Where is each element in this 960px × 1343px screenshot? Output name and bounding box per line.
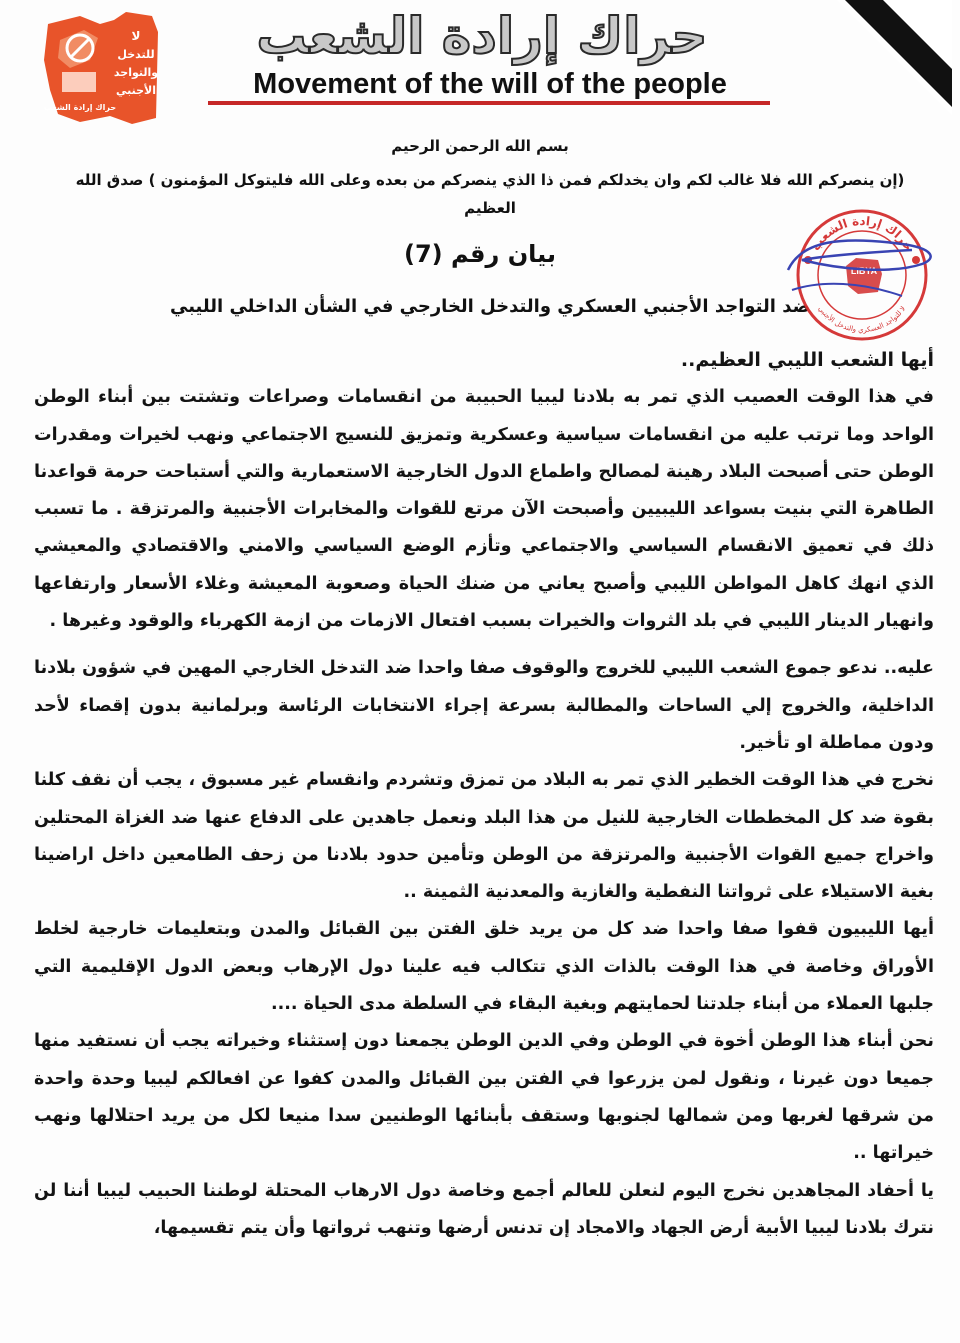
body-paragraph-4: أيها الليبيون قفوا صفا واحدا ضد كل من يريد خلق الفتن بين القبائل والمدن وبتعليمات خارجية لخلط الأوراق وخاصة في هذا الوقت بالذات الذي تتكالب فيه علينا دول الإرهاب وبعض الدول الإقليمية التي جلبها العملاء من أبناء جلدتنا لحمايتهم وبغية البقاء في السلطة مدى الحياة .... <box>34 919 934 1015</box>
header-title-arabic: حراك إرادة الشعب <box>256 7 708 65</box>
mourning-ribbon-icon <box>837 0 952 115</box>
basmala: بسم الله الرحمن الرحيم <box>391 137 569 155</box>
logo-line-3: والتواجد <box>113 66 159 79</box>
svg-text:حراك إرادة الشعب <box>808 214 915 253</box>
body-paragraph-5: نحن أبناء هذا الوطن أخوة في الوطن وفي الدين الوطن يجمعنا دون إستثناء وخيراته يجب أن نستفيد منها جميعا دون غيرنا ، ونقول لمن يزرعوا في الفتن بين القبائل والمدن كفوا عن افعالكم ليبيا وحدة واحدة من شرقها لغربها ومن شمالها لجنوبها وستقف بأبنائها الوطنيين سدا منيعا لكل من يريد احتلالها ونهب خيراتها .. <box>34 1031 934 1164</box>
logo-badge: حراك إرادة الشعب <box>43 103 117 112</box>
stamp-top-text: حراك إرادة الشعب <box>808 213 916 254</box>
greeting: أيها الشعب الليبي العظيم.. <box>680 349 934 371</box>
stamp-bottom-text: لا للتواجد العسكري والتدخل الأجنبي <box>816 304 908 335</box>
statement-subject: ضد التواجد الأجنبي العسكري والتدخل الخارجي في الشأن الداخلي الليبي <box>170 296 810 317</box>
statement-body <box>34 342 934 1247</box>
quran-verse: (إن ينصركم الله فلا غالب لكم وان يخدلكم فمن ذا الذي ينصركم من بعده وعلى الله فليتوكل المؤمنون ) صدق الله العظيم <box>75 171 905 217</box>
logo-line-1: لا <box>131 29 141 43</box>
libya-map-logo-icon <box>40 10 165 128</box>
body-paragraph-2: عليه.. ندعو جموع الشعب الليبي للخروج والوقوف صفا واحدا ضد التدخل الخارجي المهين في شؤون بلادنا الداخلية، والخروج إلي الساحات والمطالبة بسرعة إجراء الانتخابات الرئاسة وبرلمانية بدون إقصاء لأحد ودون مماطلة او تأخير. <box>34 658 934 753</box>
stamp-center-text: LIBYA <box>850 266 878 276</box>
logo-line-4: الأجنبي <box>116 84 156 97</box>
statement-number: بيان رقم (7) <box>403 240 556 268</box>
body-paragraph-3: نخرج في هذا الوقت الخطير الذي تمر به البلاد من تمزق وتشردم وانقسام غير مسبوق ، يجب أن نقف كلنا بقوة ضد كل المخططات الخارجية للنيل من هذا البلد ونعمل جاهدين على الدفاع عنها ضد الغزاة المحتلين واخراج جميع القوات الأجنبية والمرتزقة من الوطن وتأمين حدود بلادنا من زحف الطامعين داخل اراضينا بغية الاستيلاء على ثرواتنا النفطية والغازية والمعدنية الثمينة .. <box>34 770 934 903</box>
official-stamp-icon <box>782 200 942 350</box>
logo-line-2: للتدخل <box>117 48 155 61</box>
body-paragraph-1: في هذا الوقت العصيب الذي تمر به بلادنا ليبيا الحبيبة من انقسامات وصراعات وتشتت بين أبناء الوطن الواحد وما ترتب عليه من انقسامات سياسية وعسكرية وتمزيق للنسيج الاجتماعي ونهب لخيرات ومقدرات الوطن حتى أصبحت البلاد رهينة لمصالح واطماع الدول الخارجية الاستعمارية والتي أستباحت حرمة قواعدنا الطاهرة التي بنيت بسواعد الليبيين وأصبحت الآن مرتع للقوات والمخابرات الأجنبية والمرتزقة . ما تسبب ذلك في تعميق الانقسام السياسي والاجتماعي وتأزم الوضع السياسي والامني والاقتصادي والمعيشي الذي انهك كاهل المواطن الليبي وأصبح يعاني من ضنك الحياة وصعوبة المعيشة وغلاء الأسعار وارتفاعها وانهيار الدينار الليبي في بلد الثروات والخيرات بسبب افتعال الازمات من ازمة الكهرباء والوقود وغيرها . <box>34 387 934 632</box>
header-title-english: Movement of the will of the people <box>253 68 727 100</box>
body-paragraph-6: يا أحفاد المجاهدين نخرج اليوم لنعلن للعالم أجمع وخاصة دول الارهاب المحتلة لوطننا الحبيب ليبيا أننا لن نترك بلادنا ليبيا الأبية أرض الجهاد والامجاد إن تدنس أرضها وتنهب ثرواتها وأن يتم تقسيمها، <box>34 1180 934 1238</box>
header-divider <box>208 101 770 105</box>
